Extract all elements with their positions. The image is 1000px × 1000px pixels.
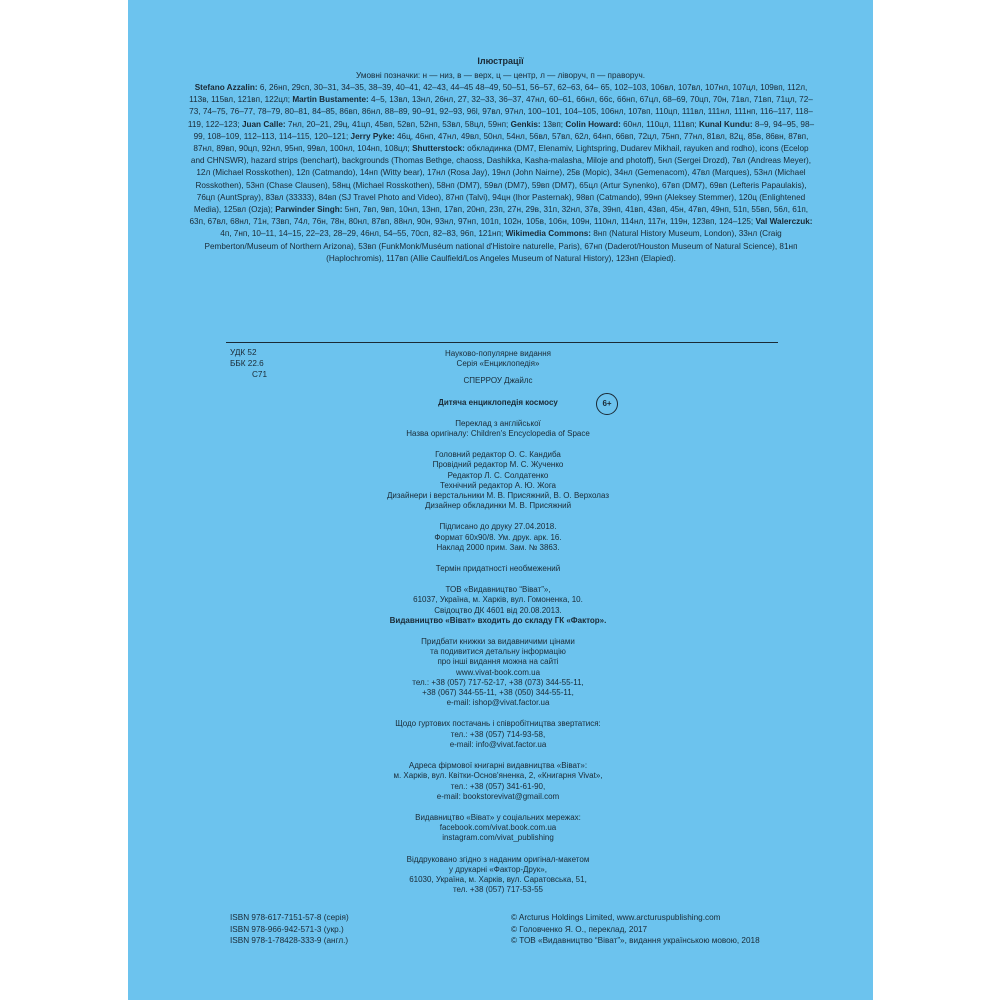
wholesale-email[interactable]: e-mail: info@vivat.factor.ua: [449, 739, 547, 749]
credit-refs: 46ц, 46нп, 47нл, 49вл, 50нл, 54нл, 56вл, 57вл, 62л, 64нп, 66вп, 72цл, 75нп, 77нл, 81вл, 82ц, 85в, 86вн, 87вп, 87нл, 89вп, 90цп, 92нл, 95нп, 99вл, 100нл, 104нп, 108цл;: [193, 131, 809, 154]
credits-title: Ілюстрації: [477, 56, 524, 66]
instagram-link[interactable]: instagram.com/vivat_publishing: [442, 833, 554, 843]
phone-numbers: +38 (067) 344-55-11, +38 (050) 344-55-11,: [422, 688, 574, 698]
signed-date: Підписано до друку 27.04.2018.: [439, 522, 557, 532]
buy-info: та подивитися детальну інформацію: [430, 647, 566, 657]
isbn-ukr: ISBN 978-966-942-571-3 (укр.): [230, 924, 344, 934]
credit-name: Parwinder Singh:: [275, 205, 343, 215]
copyright-line: © Головченко Я. О., переклад, 2017: [511, 924, 648, 934]
credits-body: [186, 82, 816, 265]
publisher-address: 61037, Україна, м. Харків, вул. Гомоненка, 10.: [413, 595, 583, 605]
book-title: Дитяча енциклопедія космосу: [438, 397, 558, 407]
credit-name: Martin Bustamente:: [292, 95, 369, 105]
shop-email[interactable]: e-mail: ishop@vivat.factor.ua: [446, 698, 550, 708]
bookstore-email[interactable]: e-mail: bookstorevivat@gmail.com: [436, 791, 560, 801]
printing-info: Віддруковано згідно з наданим оригінал-макетом: [406, 854, 590, 864]
isbn-series: ISBN 978-617-7151-57-8 (серія): [230, 913, 349, 922]
copyright-block: [511, 912, 760, 947]
author-sign: С71: [252, 370, 268, 379]
credit-refs: 13вп;: [540, 119, 566, 129]
designers: Дизайнери і верстальники М. В. Присяжний, В. О. Верхолаз: [387, 491, 609, 501]
certificate: Свідоцтво ДК 4601 від 20.08.2013.: [434, 605, 562, 615]
buy-info: Придбати книжки за видавничими цінами: [421, 637, 575, 647]
copyright-line: © ТОВ «Видавництво “Віват”», видання українською мовою, 2018: [511, 936, 760, 946]
credit-refs: 5нп, 7вп, 9вп, 10нл, 13нп, 17вп, 20нп, 23п, 27н, 29в, 31п, 32нл, 37в, 39нп, 41вп, 43вп, 45н, 47вп, 49нп, 51п, 55вп, 56л, 61п, 63п, 67вл, 68нл, 71н, 73вп, 74л, 76н, 78н, 80нл, 87вп, 88нл, 90н, 93нл, 97нп, 101п, 102н, 105в, 106н, 109н, 110нл, 114нл, 117н, 119н, 123вп, 124–125;: [189, 205, 809, 227]
series: Серія «Енциклопедія»: [456, 359, 540, 369]
printing-address: 61030, Україна, м. Харків, вул. Саратовська, 51,: [409, 874, 587, 884]
credit-refs: 6, 26нп, 29сп, 30–31, 34–35, 38–39, 40–41, 42–43, 44–45 48–49, 50–51, 56–57, 62–63, 64– 65, 102–103, 106вл, 107вл, 107нл, 107цл, 109вп, 112л, 113в, 115вл, 121вп, 122цл;: [189, 83, 808, 105]
credit-refs: 4–5, 13вл, 13нл, 26нл, 27, 32–33, 36–37, 47нл, 60–61, 66нл, 66с, 66нп, 67цл, 68–69, 70цп, 70н, 71вл, 71вп, 71цл, 72–73, 74–75, 76–77, 78–79, 80–81, 84–85, 86вп, 86нл, 88–89, 90–91, 92–93, 96l, 97вл, 97нл, 100–101, 104–105, 106нл, 107вп, 110цп, 111вл, 111нл, 111нп, 116–117, 118–119, 122–123;: [187, 95, 813, 129]
credit-name: Genkis:: [510, 119, 541, 129]
isbn-block: [230, 912, 349, 947]
publisher-name: ТОВ «Видавництво “Віват”»,: [445, 585, 551, 595]
credit-name: Wikimedia Commons:: [505, 229, 592, 239]
facebook-link[interactable]: facebook.com/vivat.book.com.ua: [439, 823, 557, 833]
printing-phone: тел. +38 (057) 717-53-55: [452, 885, 544, 895]
printing-info: у друкарні «Фактор-Друк»,: [449, 864, 547, 874]
credit-refs: 8нп (Natural History Museum, London), 33нл (Craig Pemberton/Museum of Northern Arizona), 53вп (FunkMonk/Muséum national d'Histoire naturelle, Paris), 67нп (Daderot/Houston Museum of Natural Science), 81нп (Haplochromis), 117вп (Allie Caulfield/Los Angeles Museum of Natural History), 123нп (Elapied).: [204, 229, 798, 263]
credit-refs: 7нл, 20–21, 29ц, 41цп, 45вп, 52вп, 52нп, 53вл, 58цл, 59нп;: [285, 119, 511, 129]
editor-lead: Провідний редактор М. С. Жученко: [432, 460, 564, 470]
translation-note: Переклад з англійської: [455, 418, 541, 428]
publisher-group: Видавництво «Віват» входить до складу ГК «Фактор».: [389, 615, 607, 625]
credit-name: Val Walerczuk:: [755, 217, 813, 227]
credit-refs: 60нл, 110цл, 111вп;: [620, 119, 699, 129]
credit-name: Shutterstock:: [412, 144, 465, 154]
classification-codes: [230, 347, 267, 380]
credit-name: Jerry Pyke:: [350, 131, 395, 141]
buy-info: про інші видання можна на сайті: [437, 657, 559, 667]
genre: Науково-популярне видання: [445, 349, 551, 358]
shelf-life: Термін придатності необмежений: [435, 564, 561, 574]
editor: Редактор Л. С. Солдатенко: [447, 470, 549, 480]
social-info: Видавництво «Віват» у соціальних мережах:: [415, 812, 581, 822]
bookstore-phone: тел.: +38 (057) 341-61-90,: [450, 781, 546, 791]
credit-name: Juan Calle:: [241, 119, 286, 129]
credit-name: Kunal Kundu:: [698, 119, 753, 129]
credit-refs: 4п, 7нп, 10–11, 14–15, 22–23, 28–29, 46нл, 54–55, 70сп, 82–83, 96п, 121нп;: [220, 229, 506, 239]
cover-designer: Дизайнер обкладинки М. В. Присяжний: [424, 501, 572, 511]
editor-chief: Головний редактор О. С. Кандиба: [435, 450, 561, 460]
credit-name: Stefano Azzalin:: [194, 83, 258, 92]
divider-line: [226, 342, 778, 343]
credit-refs: обкладинка (DM7, Elenamiv, Lightspring, Dudarev Mikhail, rayuken and rodho), icons (Ecelop and CHNSWR), hazard strips (benchart), backgrounds (Thomas Bethge, chaoss, Dashikka, Kasha-malasha, Miloje and photoff), 5нл (Sergei Drozd), 7вл (Andreas Meyer), 12л (Michael Rosskothen), 12п (Catmando), 14нп (Witty bear), 17нл (Rosa Jay), 19нл (John Nairne), 25в (Mopic), 34нл (Gemenacom), 47вл (Marques), 53нл (Michael Rosskothen), 53нп (Chase Clausen), 58нц (Michael Rosskothen), 58нп (DM7), 59вл (DM7), 59вп (DM7), 65цл (Artur Synenko), 67вп (DM7), 69вп (Lefteris Papaulakis), 76цп (AuntSpray), 83вл (33333), 84вп (SJ Travel Photo and Video), 87нп (Talvi), 94цн (Ihor Pasternak), 98вп (Catmando), 99нп (Aleksey Stemmer), 120ц (Enlightened Media), 125вл (Ozja);: [190, 144, 812, 215]
bookstore-address: м. Харків, вул. Квітки-Основ'яненка, 2, «Книгарня Vivat»,: [393, 771, 603, 781]
isbn-eng: ISBN 978-1-78428-333-9 (англ.): [230, 936, 349, 946]
book-page: [128, 0, 873, 1000]
copyright-line: © Arcturus Holdings Limited, www.arcturuspublishing.com: [511, 913, 721, 922]
wholesale-phone: тел.: +38 (057) 714-93-58,: [450, 729, 546, 739]
bookstore-info: Адреса фірмової книгарні видавництва «Віват»:: [408, 761, 588, 771]
editor-tech: Технічний редактор А. Ю. Жога: [439, 480, 557, 490]
age-rating-badge: 6+: [596, 393, 618, 415]
print-format: Формат 60x90/8. Ум. друк. арк. 16.: [434, 532, 562, 542]
udk-code: УДК 52: [230, 348, 257, 357]
credit-name: Colin Howard:: [565, 119, 621, 129]
original-title: Назва оригіналу: Children's Encyclopedia of Space: [406, 429, 590, 439]
print-run: Наклад 2000 прим. Зам. № 3863.: [436, 542, 560, 552]
credits-legend: Умовні позначки: н — низ, в — верх, ц — центр, л — ліворуч, п — праворуч.: [355, 71, 645, 80]
author: СПЕРРОУ Джайлс: [463, 376, 533, 386]
credit-refs: 8–9, 94–95, 98–99, 108–109, 112–113, 114–115, 120–121;: [193, 119, 815, 141]
wholesale-info: Щодо гуртових постачань і співробітництва звертатися:: [395, 719, 601, 729]
bbk-code: ББК 22.6: [230, 359, 264, 368]
website-link[interactable]: www.vivat-book.com.ua: [455, 667, 541, 677]
imprint-block: [288, 349, 708, 895]
phone-numbers: тел.: +38 (057) 717-52-17, +38 (073) 344-55-11,: [412, 677, 584, 687]
